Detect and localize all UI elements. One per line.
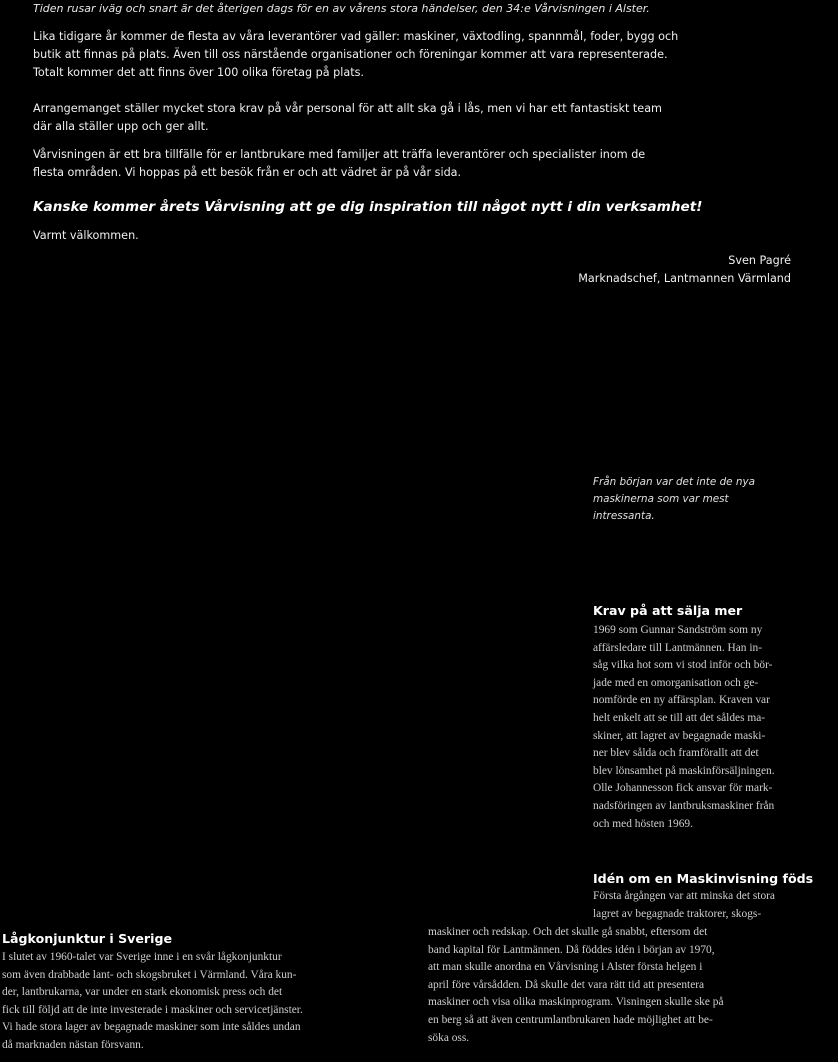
body-line: maskiner och visa olika maskinprogram. Visningen skulle ske på xyxy=(428,996,724,1009)
paragraph-line: butik att finnas på plats. Även till oss närstående organisationer och föreningar kommer att vara representerade. xyxy=(33,48,668,61)
section-body xyxy=(593,622,833,833)
paragraph-line: Totalt kommer det att finns över 100 olika företag på plats. xyxy=(33,66,364,79)
section-lagkonjunktur xyxy=(2,930,402,1055)
body-line: 1969 som Gunnar Sandström som ny xyxy=(593,624,763,636)
photo-caption xyxy=(593,474,833,525)
signature-title: Marknadschef, Lantmannen Värmland xyxy=(578,272,791,285)
body-line: fick till följd att de inte investerade i maskiner och servicetjänster. xyxy=(2,1003,303,1016)
body-line: april före vårsådden. Då skulle det vara rätt tid att presentera xyxy=(428,978,705,991)
body-line: lagret av begagnade traktorer, skogs- xyxy=(593,907,762,920)
body-line: då marknaden nästan försvann. xyxy=(2,1038,144,1051)
body-line: blev lönsamhet på maskinförsäljningen. xyxy=(593,764,775,777)
body-line: helt enkelt att se till att det såldes ma- xyxy=(593,711,766,724)
body-line: som även drabbade lant- och skogsbruket i Värmland. Våra kun- xyxy=(2,968,297,981)
headline: Kanske kommer årets Vårvisning att ge dig inspiration till något nytt i din verksamhet! xyxy=(33,199,703,215)
paragraph-line: Vårvisningen är ett bra tillfälle för er lantbrukare med familjer att träffa leverantörer och specialister inom de xyxy=(33,148,646,161)
section-iden-heading-block xyxy=(593,870,833,923)
section-heading: Lågkonjunktur i Sverige xyxy=(2,931,173,946)
paragraph-visit xyxy=(33,146,823,182)
paragraph-staff xyxy=(33,100,823,136)
body-line: der, lantbrukarna, var under en stark ekonomisk press och det xyxy=(2,986,283,999)
body-line: såg vilka hot som vi stod inför och bör- xyxy=(593,659,773,672)
body-line: band kapital för Lantmännen. Då föddes idén i början av 1970, xyxy=(428,943,715,956)
body-line: jade med en omorganisation och ge- xyxy=(593,676,759,689)
body-line: Olle Johannesson fick ansvar för mark- xyxy=(593,782,773,795)
welcome-text: Varmt välkommen. xyxy=(33,229,139,242)
caption-line: Från början var det inte de nya xyxy=(593,476,755,488)
section-krav xyxy=(593,602,833,833)
body-line: I slutet av 1960-talet var Sverige inne i en svår lågkonjunktur xyxy=(2,951,282,963)
caption-line: maskinerna som var mest xyxy=(593,493,729,505)
body-line: en berg så att även centrumlantbrukaren hade möjlighet att be- xyxy=(428,1013,713,1026)
section-body xyxy=(593,888,833,923)
body-line: ner blev sålda och framförallt att det xyxy=(593,747,759,760)
body-line: skiner, att lagret av begagnade maski- xyxy=(593,729,766,742)
body-line: affärsledare till Lantmännen. Han in- xyxy=(593,641,762,654)
paragraph-line: Lika tidigare år kommer de flesta av våra leverantörer vad gäller: maskiner, växtodling, spannmål, foder, bygg och xyxy=(33,30,679,43)
signature-name: Sven Pagré xyxy=(728,254,791,267)
section-iden-body xyxy=(428,924,834,1047)
body-line: nadsföringen av lantbruksmaskiner från xyxy=(593,799,775,812)
section-body xyxy=(2,949,402,1055)
body-line: att man skulle anordna en Vårvisning i Alster första helgen i xyxy=(428,961,703,974)
paragraph-line: flesta områden. Vi hoppas på ett besök från er och att vädret är på vår sida. xyxy=(33,166,462,179)
section-heading: Idén om en Maskinvisning föds xyxy=(593,871,814,886)
body-line: nomförde en ny affärsplan. Kraven var xyxy=(593,694,770,707)
paragraph-suppliers xyxy=(33,28,823,82)
body-line: söka oss. xyxy=(428,1031,470,1044)
body-line: Vi hade stora lager av begagnade maskiner som inte såldes undan xyxy=(2,1021,301,1034)
body-line: Första årgången var att minska det stora xyxy=(593,890,775,902)
signature xyxy=(578,252,791,288)
paragraph-line: där alla ställer upp och ger allt. xyxy=(33,120,209,133)
intro-text: Tiden rusar iväg och snart är det återigen dags för en av vårens stora händelser, den 34:e Vårvisningen i Alster. xyxy=(33,2,650,15)
paragraph-line: Arrangemanget ställer mycket stora krav på vår personal för att allt ska gå i lås, men vi har ett fantastiskt team xyxy=(33,102,662,115)
caption-line: intressanta. xyxy=(593,510,655,522)
body-line: och med hösten 1969. xyxy=(593,817,693,830)
body-line: maskiner och redskap. Och det skulle gå snabbt, eftersom det xyxy=(428,926,708,938)
section-heading: Krav på att sälja mer xyxy=(593,603,743,618)
